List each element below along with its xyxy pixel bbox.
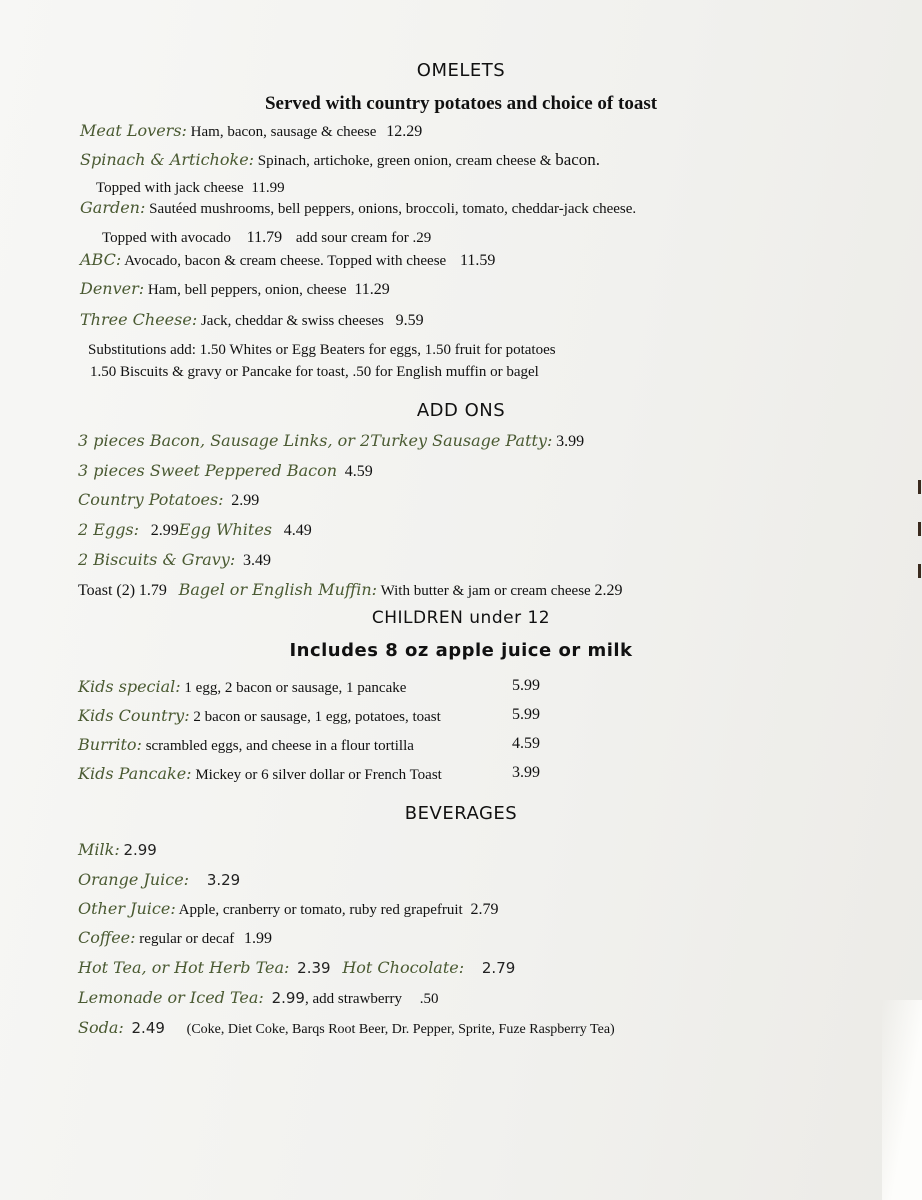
- menu-item-garden: [80, 198, 636, 218]
- item-name: Garden:: [80, 198, 146, 217]
- item-price: 2.99: [231, 492, 260, 509]
- kids-item-pancake: [78, 764, 442, 784]
- item-extra: add sour cream for .29: [295, 230, 432, 246]
- omelets-heading: OMELETS: [416, 60, 506, 81]
- beverage-orange-juice: [78, 870, 240, 890]
- item-price: 2.99: [123, 841, 157, 859]
- item-desc: regular or decaf: [139, 931, 235, 947]
- item-price: 3.49: [242, 552, 271, 569]
- item-price: 2.79: [470, 901, 499, 918]
- item-price: 9.59: [395, 312, 424, 329]
- item-desc: Ham, bacon, sausage & cheese: [190, 124, 377, 140]
- item-price-hot-chocolate: 2.79: [481, 959, 516, 977]
- addon-bacon-sausage: [78, 431, 584, 451]
- item-price: 11.99: [251, 180, 285, 196]
- item-desc: 2 bacon or sausage, 1 egg, potatoes, toast: [193, 709, 441, 725]
- kids-country-price: 5.99: [512, 706, 540, 723]
- kids-pancake-price: 3.99: [512, 764, 540, 781]
- menu-item-meat-lovers: [80, 121, 422, 141]
- item-desc: scrambled eggs, and cheese in a flour tortilla: [145, 738, 414, 754]
- menu-item-abc: [80, 250, 495, 270]
- item-name: Milk:: [78, 840, 120, 859]
- item-name: 3 pieces Sweet Peppered Bacon: [78, 461, 338, 480]
- kids-special-price: 5.99: [512, 677, 540, 694]
- item-name: Denver:: [80, 279, 145, 298]
- item-name-hot-chocolate: Hot Chocolate:: [342, 958, 465, 977]
- menu-item-spinach-artichoke-line2: [96, 180, 285, 197]
- item-price: 2.99: [271, 989, 305, 1007]
- page-edge-marks: [918, 480, 922, 600]
- addon-peppered-bacon: [78, 461, 373, 481]
- item-desc: Apple, cranberry or tomato, ruby red grapefruit: [178, 902, 463, 918]
- item-price: 2.39: [297, 959, 331, 977]
- item-desc: Mickey or 6 silver dollar or French Toast: [195, 767, 442, 783]
- item-price: 11.59: [459, 252, 496, 269]
- item-name: Hot Tea, or Hot Herb Tea:: [78, 958, 290, 977]
- menu-item-denver: [80, 279, 390, 299]
- item-name: Kids special:: [78, 677, 181, 696]
- kids-item-special: [78, 677, 406, 697]
- omelets-subheading: Served with country potatoes and choice of toast: [264, 93, 658, 114]
- children-subheading: Includes 8 oz apple juice or milk: [289, 640, 633, 661]
- addon-biscuits-gravy: [78, 550, 271, 570]
- item-price: 3.29: [206, 871, 241, 889]
- item-topping: Topped with avocado: [102, 230, 231, 246]
- beverage-other-juice: [78, 899, 498, 919]
- item-name: Lemonade or Iced Tea:: [78, 988, 264, 1007]
- item-desc: Avocado, bacon & cream cheese. Topped with cheese: [124, 253, 447, 269]
- beverages-heading: BEVERAGES: [404, 803, 518, 824]
- addon-country-potatoes: [78, 490, 259, 510]
- item-desc-bacon: bacon.: [555, 150, 601, 169]
- item-name: 2 Eggs:: [78, 520, 140, 539]
- item-name: 2 Biscuits & Gravy:: [78, 550, 236, 569]
- kids-item-burrito: [78, 735, 414, 755]
- item-desc: Sautéed mushrooms, bell peppers, onions, broccoli, tomato, cheddar-jack cheese.: [149, 201, 637, 217]
- bagel-price: 2.29: [594, 582, 623, 599]
- item-name: 3 pieces Bacon, Sausage Links, or 2Turkey Sausage Patty:: [78, 431, 553, 450]
- item-price: 1.99: [243, 930, 272, 947]
- item-name: Burrito:: [78, 735, 142, 754]
- beverage-coffee: [78, 928, 272, 948]
- item-price: 11.29: [354, 281, 390, 298]
- item-desc: (Coke, Diet Coke, Barqs Root Beer, Dr. Pepper, Sprite, Fuze Raspberry Tea): [186, 1022, 615, 1037]
- beverage-soda: [78, 1018, 615, 1038]
- bagel-name: Bagel or English Muffin:: [178, 580, 378, 599]
- item-topping: Topped with jack cheese: [96, 180, 244, 196]
- item-price: 2.49: [131, 1019, 165, 1037]
- item-price-egg-whites: 4.49: [283, 522, 312, 539]
- item-desc: Jack, cheddar & swiss cheeses: [200, 313, 384, 329]
- addon-toast: [78, 580, 622, 600]
- children-heading: CHILDREN under 12: [371, 608, 551, 628]
- item-name: Coffee:: [78, 928, 136, 947]
- item-name: Other Juice:: [78, 899, 176, 918]
- beverage-milk: [78, 840, 157, 860]
- item-desc: 1 egg, 2 bacon or sausage, 1 pancake: [184, 680, 407, 696]
- kids-burrito-price: 4.59: [512, 735, 540, 752]
- item-name: Spinach & Artichoke:: [80, 150, 255, 169]
- item-name: Orange Juice:: [78, 870, 190, 889]
- kids-item-country: [78, 706, 441, 726]
- item-name: Kids Country:: [78, 706, 190, 725]
- item-name: Kids Pancake:: [78, 764, 192, 783]
- item-extra-price: .50: [419, 991, 439, 1007]
- menu-item-three-cheese: [80, 310, 424, 330]
- item-desc: Ham, bell peppers, onion, cheese: [147, 282, 347, 298]
- menu-item-spinach-artichoke: [80, 150, 600, 170]
- item-name: Soda:: [78, 1018, 124, 1037]
- item-price: 3.99: [556, 433, 585, 450]
- item-price: 12.29: [386, 123, 423, 140]
- bagel-desc: With butter & jam or cream cheese: [380, 583, 591, 599]
- substitutions-line-1: Substitutions add: 1.50 Whites or Egg Beaters for eggs, 1.50 fruit for potatoes: [88, 342, 556, 358]
- add-ons-heading: ADD ONS: [416, 400, 506, 421]
- item-name-egg-whites: Egg Whites: [178, 520, 273, 539]
- toast-label: Toast (2): [78, 582, 136, 599]
- item-price: 11.79: [246, 229, 283, 246]
- item-name: Three Cheese:: [80, 310, 198, 329]
- beverage-lemonade: [78, 988, 439, 1008]
- item-price: 4.59: [344, 463, 373, 480]
- beverage-tea: [78, 958, 515, 978]
- item-name: Meat Lovers:: [80, 121, 187, 140]
- toast-price: 1.79: [138, 582, 167, 599]
- page-corner-shadow: [882, 1000, 922, 1200]
- item-extra: , add strawberry: [304, 991, 403, 1007]
- item-name: ABC:: [80, 250, 122, 269]
- item-name: Country Potatoes:: [78, 490, 224, 509]
- substitutions-line-2: 1.50 Biscuits & gravy or Pancake for toast, .50 for English muffin or bagel: [90, 364, 539, 380]
- item-desc: Spinach, artichoke, green onion, cream cheese &: [257, 153, 552, 169]
- addon-eggs: [78, 520, 312, 540]
- item-price: 2.99: [150, 522, 179, 539]
- menu-item-garden-line2: [102, 229, 431, 247]
